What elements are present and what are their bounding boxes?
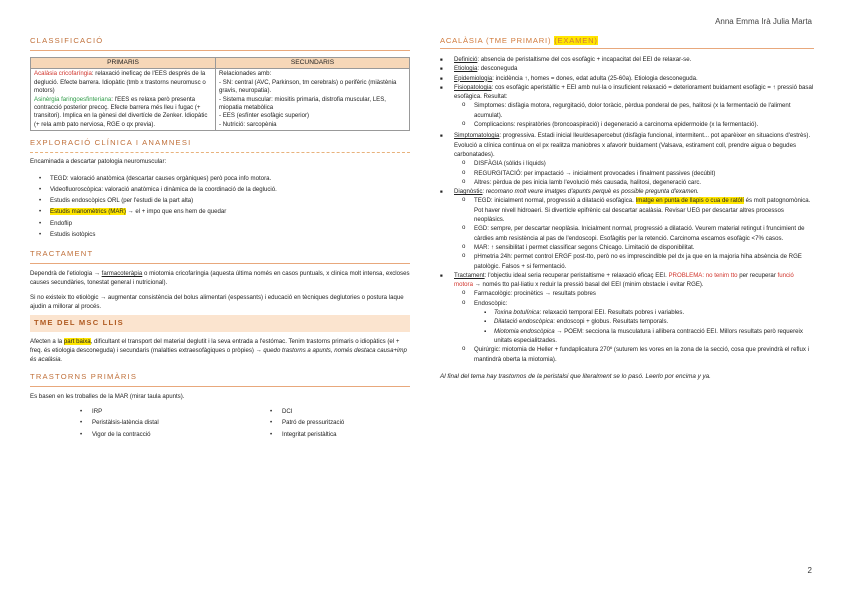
secundaris-line: - SN: central (AVC, Parkinson, tm cerebrals) o perifèric (miàstènia gravis, neuropatia).: [219, 78, 397, 95]
funcio-motora-text: funció motora: [454, 271, 794, 289]
problema-text: PROBLEMA: no tenim tto: [668, 271, 738, 279]
sub-item: o pHmetria 24h: permet control ERGF post-tto, però no es imprescindible pel dx ja que en la majoria hiha absència de RGE patològic. Falsos + si fermentació.: [440, 252, 814, 271]
acalasia-content: [440, 55, 814, 364]
list-item: • Estudis isotòpics: [50, 229, 410, 240]
highlight-punta-llapis: Imatge en punta de llapis o cua de ratólí: [635, 197, 744, 205]
italic-term: Dilatació endoscòpica: [494, 318, 554, 326]
page-number: 2: [807, 566, 812, 575]
trastorns-col-1: [30, 406, 220, 440]
list-item: • Endoflip: [50, 218, 410, 229]
text: : endoscopi + globus. Resultats temporals.: [553, 318, 669, 326]
section-heading-tme: TME DEL MSC LLIS: [34, 318, 124, 328]
tractament-label: Tractament: [454, 271, 485, 279]
text: , dificultant el transport del material deglutit i la seva entrada a l'estómac. Tenim trastorns primaris o idiopàtics (el + freq. és etiologia desconeguda) i secundaris (malalties extraesofàgiques o pròpies) →: [30, 338, 400, 355]
text: Dependrà de l'etiologia →: [30, 270, 102, 278]
asinergia-label: Asinèrgia faringoesfinteriana: [34, 95, 112, 103]
sub-item: o Complicacions: respiratòries (broncoaspiració) i degeneració a carcinoma epidermoide (x la fermentació).: [440, 120, 814, 129]
exploracio-list: [30, 173, 410, 240]
table-header-primaris: PRIMARIS: [31, 58, 216, 69]
tme-paragraph: [30, 338, 410, 364]
acalasia-cricofaringia-text: : relaxació ineficaç de l'EES després de la deglució. Efecte barrera. Idiopàtic (tmb x trastorns neuromusc o motors): [34, 70, 206, 95]
diagnostic-label: Diagnòstic: [454, 188, 483, 196]
sub-item: o Endoscòpic:: [440, 299, 814, 308]
exploracio-intro: Encaminada a descartar patologia neuromuscular:: [30, 158, 167, 166]
epidemiologia-item: [440, 74, 814, 83]
left-column: [30, 36, 410, 440]
text: o miotomia cricofaríngia (aquesta última només en casos puntuals, x clinica molt intensa, excloses causes secundàries, tonestat general i nutricional).: [30, 270, 410, 286]
simptomatologia-label: Simptomatologia: [454, 132, 500, 140]
footer-note: Al final del tema hay trastornos de la peristalsi que literalment se lo pasó. Leerlo por encima y ya.: [440, 372, 711, 380]
text: : l'objectiu ideal seria recuperar peristaltisme + relaxació eficaç EEI.: [484, 271, 669, 279]
fisiopatologia-label: Fisiopatologia: [454, 83, 492, 91]
tractament-item: [440, 271, 814, 290]
text: Afecten a la: [30, 338, 64, 346]
secundaris-line: - EES (esfínter esofàgic superior): [219, 112, 310, 120]
sub-item: o DISFÀGIA (sòlids i líquids): [440, 159, 814, 168]
text: : desconeguda: [477, 65, 518, 73]
text: : absencia de peristaltisme del cos esofàgic + incapacitat del EEI de relaxar-se.: [477, 56, 692, 63]
list-item: • Integritat peristàltica: [282, 429, 410, 440]
text: : relaxació temporal EEI. Resultats pobres i variables.: [539, 309, 685, 317]
sub-item: o MAR: ↑ sensibilitat i permet classificar segons Chicago. Limitació de disponibilitat.: [440, 243, 814, 252]
etiologia-label: Etiologia: [454, 65, 478, 73]
right-column: [440, 36, 814, 380]
highlight-part-baixa: part baixa: [63, 338, 91, 346]
trastorns-grid: [30, 406, 410, 440]
examen-highlight: (EXAMEN): [554, 36, 598, 45]
primaris-cell: [31, 69, 216, 131]
text: : progressiva. Estadi inicial lleu/desapercebut (disfàgia funcional, intermitent... pot aparèixer en situacions d'estrès). Evolució a clínica continua on el px realitza maniobres x afavorir buidament (Valsava, estirament coll, prendre aigua o begudes carbonatades).: [454, 132, 811, 158]
definicio-item: [440, 55, 814, 64]
sub-item: o Quirúrgic: miotomia de Heller + fundaplicatura 270º (suturem les vores en la zona de la secció, cosa que previndrà el reflux i mantindrà oberta la miotomia).: [440, 345, 814, 364]
list-item: • Estudis endoscòpics ORL (per l'estudi de la part alta): [50, 195, 410, 206]
list-item: • DCI: [282, 406, 410, 417]
italic-note: quedo trastorns a apunts, només destaca causa+imp és acalàsia.: [30, 347, 407, 363]
asinergia-text: : l'EES es relaxa però presenta contracció posterior precoç. Efecte barrera més lleu i fugac (+ transitori). Implica en la gènesi del divertícle de Zenker. Idiopàtic (+ rela amb pato nerviosa, RGE o qx previa).: [34, 95, 208, 128]
sub-item: o Simptomes: disfàgia motora, regurgitació, dolor toràcic, pèrdua ponderal de pes, halitosi (x la fermentació de l'aliment acumulat).: [440, 101, 814, 120]
list-item: • Patró de pressurització: [282, 417, 410, 428]
farmacoterapia-link: farmacoteràpia: [101, 270, 143, 278]
list-item: • TEGD: valoració anatòmica (descartar causes orgàniques) però poca info motora.: [50, 173, 410, 184]
italic-note: : recomano molt veure imatges d'apunts perquè es possible pregunta d'examen.: [482, 188, 699, 196]
acalasia-heading: [440, 36, 814, 45]
divider: [30, 152, 410, 153]
tractament-paragraph: [30, 270, 410, 287]
text: per recuperar: [737, 271, 778, 279]
divider: [30, 386, 410, 387]
sub-item: o REGURGITACIÓ: per impactació → inicialment provocades i finalment passives (decúbit): [440, 169, 814, 178]
list-item: • Vigor de la contracció: [92, 429, 220, 440]
simptomatologia-item: [440, 131, 814, 159]
highlight-manometrics: Estudis manomètrics (MAR): [50, 208, 126, 216]
epidemiologia-label: Epidemiologia: [454, 74, 493, 82]
list-item: • Peristàlsis-latència distal: [92, 417, 220, 428]
acalasia-cricofaringia-label: Acalàsia cricofaríngia: [34, 70, 92, 78]
text: TEGD: inicialment normal, progressió a dilatació esofàgica.: [474, 197, 636, 205]
list-item: • Videofluoroscòpica: valoració anatòmica i dinàmica de la coordinació de la deglució.: [50, 184, 410, 195]
author-header: Anna Emma Irà Julia Marta: [715, 17, 812, 26]
italic-term: Toxina botulínica: [494, 309, 540, 317]
trastorns-col-2: [220, 406, 410, 440]
section-heading-tractament: TRACTAMENT: [30, 249, 94, 259]
text: és molt patognomònica. Pot haver nivell hidroaeri. Si divertícle epifrènic cal descartar acalàsia. Revisar UEG per descartar altres processos neoplàsics.: [474, 197, 811, 224]
divider: [440, 48, 814, 49]
sub-sub-item: [440, 317, 814, 326]
secundaris-line: - Nutrició: sarcopènia: [219, 120, 277, 128]
list-item: • IRP: [92, 406, 220, 417]
definicio-label: Definició: [454, 56, 478, 63]
fisiopatologia-item: [440, 83, 814, 102]
section-heading-trastorns: TRASTORNS PRIMÀRIS: [30, 372, 138, 382]
sub-sub-item: [440, 327, 814, 346]
sub-item: o EGD: sempre, per descartar neoplàsia. Inicialment normal, progressió a dilatació. Veurem material retingut i fruncimient de càrdies amb resistència al pas de l'endoscopi. Esofàgitis per la retenció. Carcinoma escamos esofàgic <7% casos.: [440, 224, 814, 243]
section-heading-exploracio: EXPLORACIÓ CLÍNICA I ANAMNESI: [30, 138, 192, 148]
text: : cos esofàgic aperistàltic + EEI amb nul·la o insuficient relaxació = deteriorament buidament esofàgic = ↑ pressió basal esofàgica. Resultat:: [454, 83, 814, 101]
text: : incidència ↑, homes = dones, edat adulta (25-60a). Etiologia desconeguda.: [492, 74, 698, 82]
sub-sub-item: [440, 308, 814, 317]
acalasia-title: ACALÀSIA (TME PRIMARI): [440, 36, 555, 45]
trastorns-intro: Es basen en les troballes de la MAR (mirar taula apunts).: [30, 393, 185, 401]
list-item-text: → el + impo que ens hem de quedar: [125, 208, 227, 216]
section-heading-classificacio: CLASSIFICACIÓ: [30, 36, 104, 45]
secundaris-cell: [216, 69, 410, 131]
etiologia-item: [440, 64, 814, 73]
sub-item: o Altres: pèrdua de pes inicia lamb l'evolució més causada, halitosi, degeneració carc.: [440, 178, 814, 187]
divider: [30, 50, 410, 51]
divider: [30, 263, 410, 264]
list-item: [50, 206, 410, 217]
secundaris-line: - Sistema muscular: miositis primaria, distrofia muscular, LES, miopatia metabòlica: [219, 95, 386, 112]
text: → POEM: secciona la musculatura i allibera contracció EEI. Millors resultats però requereix unitats especialitzades.: [494, 327, 803, 344]
tme-banner: [30, 315, 410, 332]
diagnostic-item: [440, 187, 814, 196]
sub-item: o Farmacològic: procinètics → resultats pobres: [440, 289, 814, 298]
italic-term: Miotomia endoscòpica: [494, 327, 555, 335]
classification-table: [30, 57, 410, 131]
text: → només tto pal·liatiu x reduir la pressió basal del EEI (minim obstacle i evitar RGE).: [472, 281, 704, 289]
tractament-paragraph-2: Si no existeix tto etiològic → augmentar consistència del bolus alimentari (espessants) i educació en tècniques deglutories o postura laque ajudin a millorar al procés.: [30, 294, 404, 310]
sub-item: [440, 196, 814, 224]
table-header-secundaris: SECUNDARIS: [216, 58, 410, 69]
secundaris-line: Relacionades amb:: [219, 70, 272, 78]
